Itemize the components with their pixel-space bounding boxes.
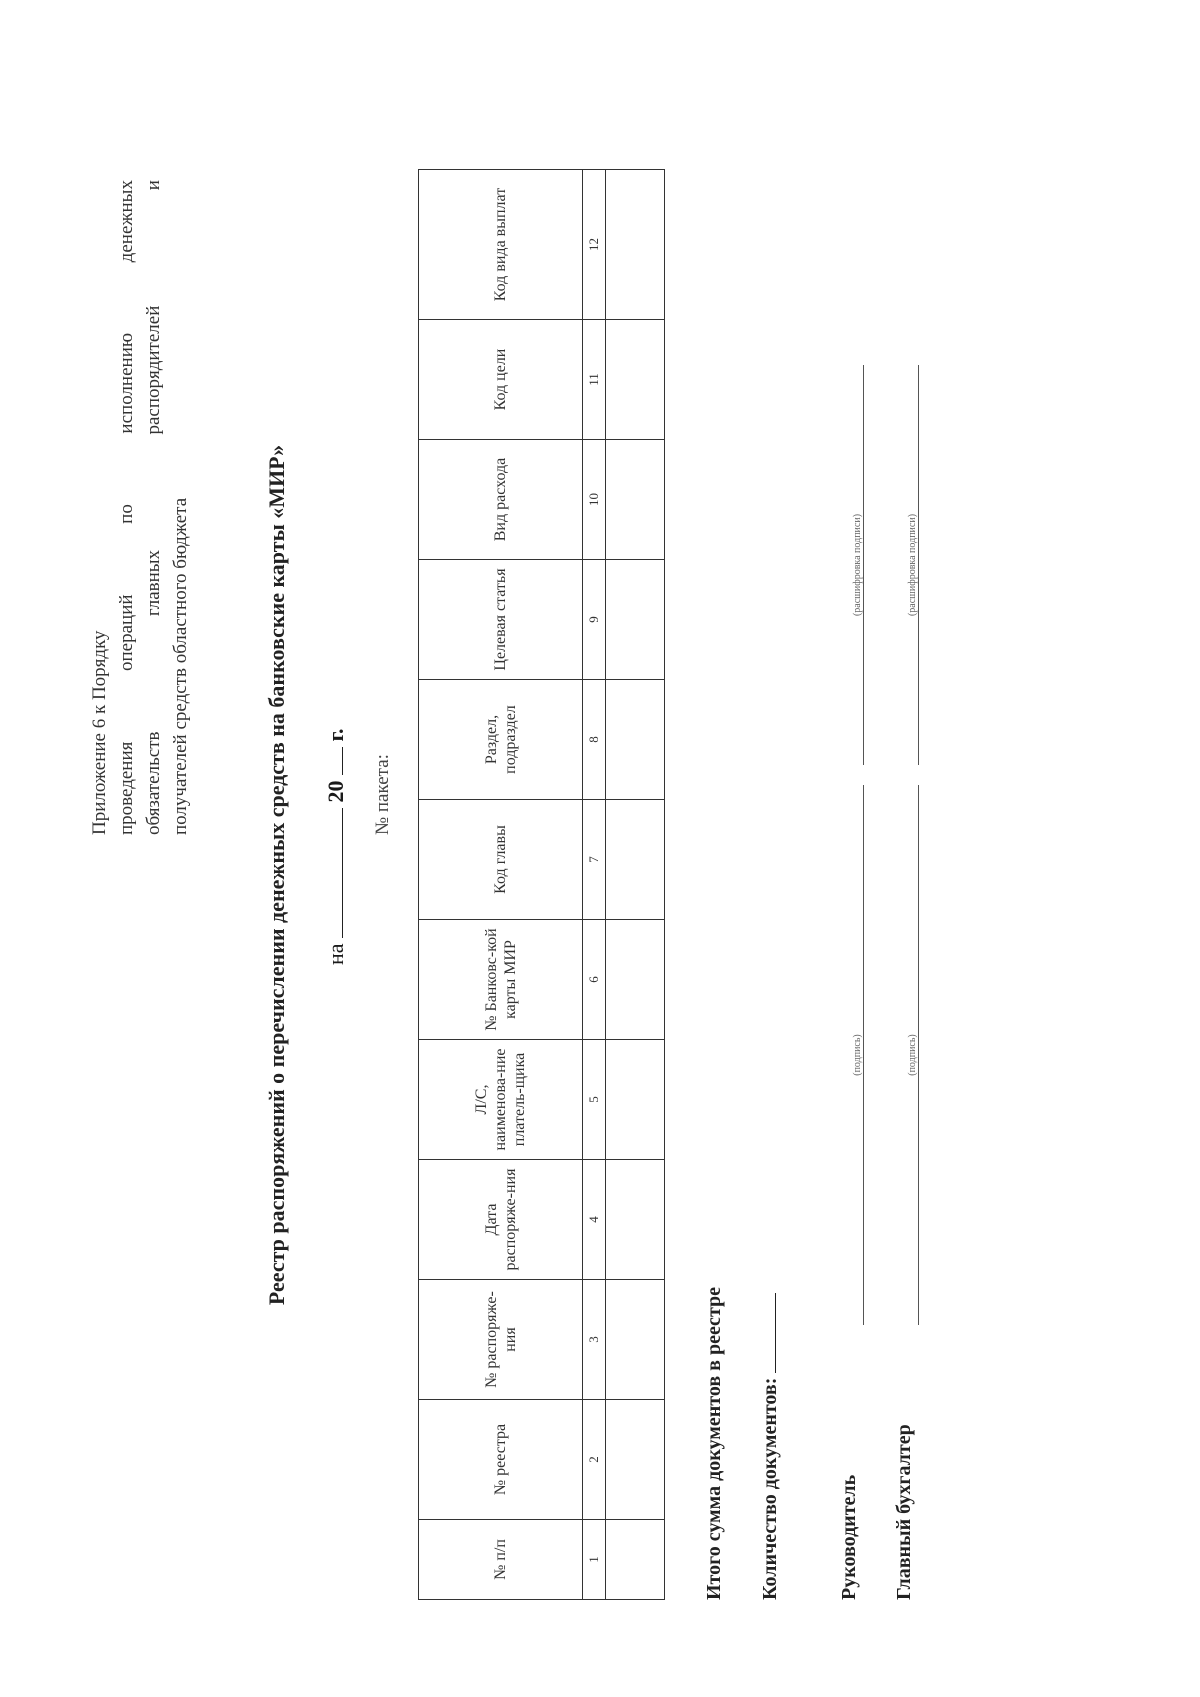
- appendix-word: проведения: [116, 741, 137, 835]
- date-suffix: г.: [323, 728, 348, 742]
- column-number: 10: [583, 440, 606, 560]
- column-number-row: [583, 170, 606, 1600]
- column-header: № Банковс-кой карты МИР: [419, 920, 583, 1040]
- accountant-decode-line: [918, 365, 919, 765]
- table-row: [606, 170, 665, 1600]
- head-decode-caption: (расшифровка подписи): [852, 513, 863, 617]
- year-blank: [320, 747, 343, 775]
- date-year-prefix: 20: [323, 780, 348, 803]
- column-header: № распоряже-ния: [419, 1280, 583, 1400]
- table-cell: [606, 1040, 665, 1160]
- date-blank: [320, 808, 343, 938]
- column-header: № реестра: [419, 1400, 583, 1520]
- appendix-word: денежных: [116, 180, 137, 263]
- date-prefix: на: [323, 943, 348, 965]
- column-number: 4: [583, 1160, 606, 1280]
- column-number: 11: [583, 320, 606, 440]
- appendix-word: операций: [116, 594, 137, 671]
- column-number: 8: [583, 680, 606, 800]
- column-number: 12: [583, 170, 606, 320]
- document-count-line: [755, 1293, 782, 1600]
- appendix-word: главных: [143, 549, 164, 617]
- document-count-blank: [755, 1293, 776, 1373]
- table-header-row: [419, 170, 583, 1600]
- column-number: 6: [583, 920, 606, 1040]
- appendix-word: исполнению: [116, 332, 137, 434]
- column-number: 9: [583, 560, 606, 680]
- document-count-label: Количество документов:: [759, 1377, 781, 1600]
- table-cell: [606, 1160, 665, 1280]
- column-header: Целевая статья: [419, 560, 583, 680]
- table-cell: [606, 320, 665, 440]
- document-title: Реестр распоряжений о перечислении денежных средств на банковские карты «МИР»: [264, 444, 289, 1306]
- accountant-signature-caption: (подпись): [907, 1034, 918, 1076]
- table-cell: [606, 1280, 665, 1400]
- package-number-label: № пакета:: [372, 754, 393, 835]
- table-cell: [606, 920, 665, 1040]
- table-cell: [606, 1520, 665, 1600]
- registry-table: [418, 169, 665, 1600]
- column-header: Вид расхода: [419, 440, 583, 560]
- table-cell: [606, 680, 665, 800]
- accountant-role-label: Главный бухгалтер: [893, 1424, 915, 1600]
- appendix-header: [86, 180, 194, 835]
- accountant-decode-caption: (расшифровка подписи): [907, 513, 918, 617]
- column-number: 7: [583, 800, 606, 920]
- appendix-line-3: [140, 180, 167, 835]
- table-cell: [606, 800, 665, 920]
- accountant-signature-line: [918, 785, 919, 1325]
- appendix-line-1: Приложение 6 к Порядку: [89, 630, 110, 835]
- column-header: Дата распоряже-ния: [419, 1160, 583, 1280]
- date-line: [320, 728, 349, 965]
- table-cell: [606, 440, 665, 560]
- column-header: Л/С, наименова-ние платель-щика: [419, 1040, 583, 1160]
- column-number: 1: [583, 1520, 606, 1600]
- column-number: 3: [583, 1280, 606, 1400]
- appendix-word: обязательств: [143, 731, 164, 835]
- head-signature-caption: (подпись): [852, 1034, 863, 1076]
- appendix-line-2: [113, 180, 140, 835]
- column-header: № п/п: [419, 1520, 583, 1600]
- appendix-word: и: [143, 180, 164, 191]
- total-sum-label: Итого сумма документов в реестре: [703, 1286, 725, 1600]
- table-cell: [606, 170, 665, 320]
- head-role-label: Руководитель: [838, 1474, 860, 1600]
- table-cell: [606, 560, 665, 680]
- column-header: Код главы: [419, 800, 583, 920]
- appendix-word: распорядителей: [143, 305, 164, 435]
- column-number: 2: [583, 1400, 606, 1520]
- appendix-word: по: [116, 504, 137, 524]
- document-sheet: [20, 95, 1140, 1655]
- appendix-line-4: получателей средств областного бюджета: [170, 497, 191, 835]
- table-cell: [606, 1400, 665, 1520]
- column-header: Код цели: [419, 320, 583, 440]
- column-number: 5: [583, 1040, 606, 1160]
- column-header: Раздел, подраздел: [419, 680, 583, 800]
- column-header: Код вида выплат: [419, 170, 583, 320]
- head-signature-line: [863, 785, 864, 1325]
- head-decode-line: [863, 365, 864, 765]
